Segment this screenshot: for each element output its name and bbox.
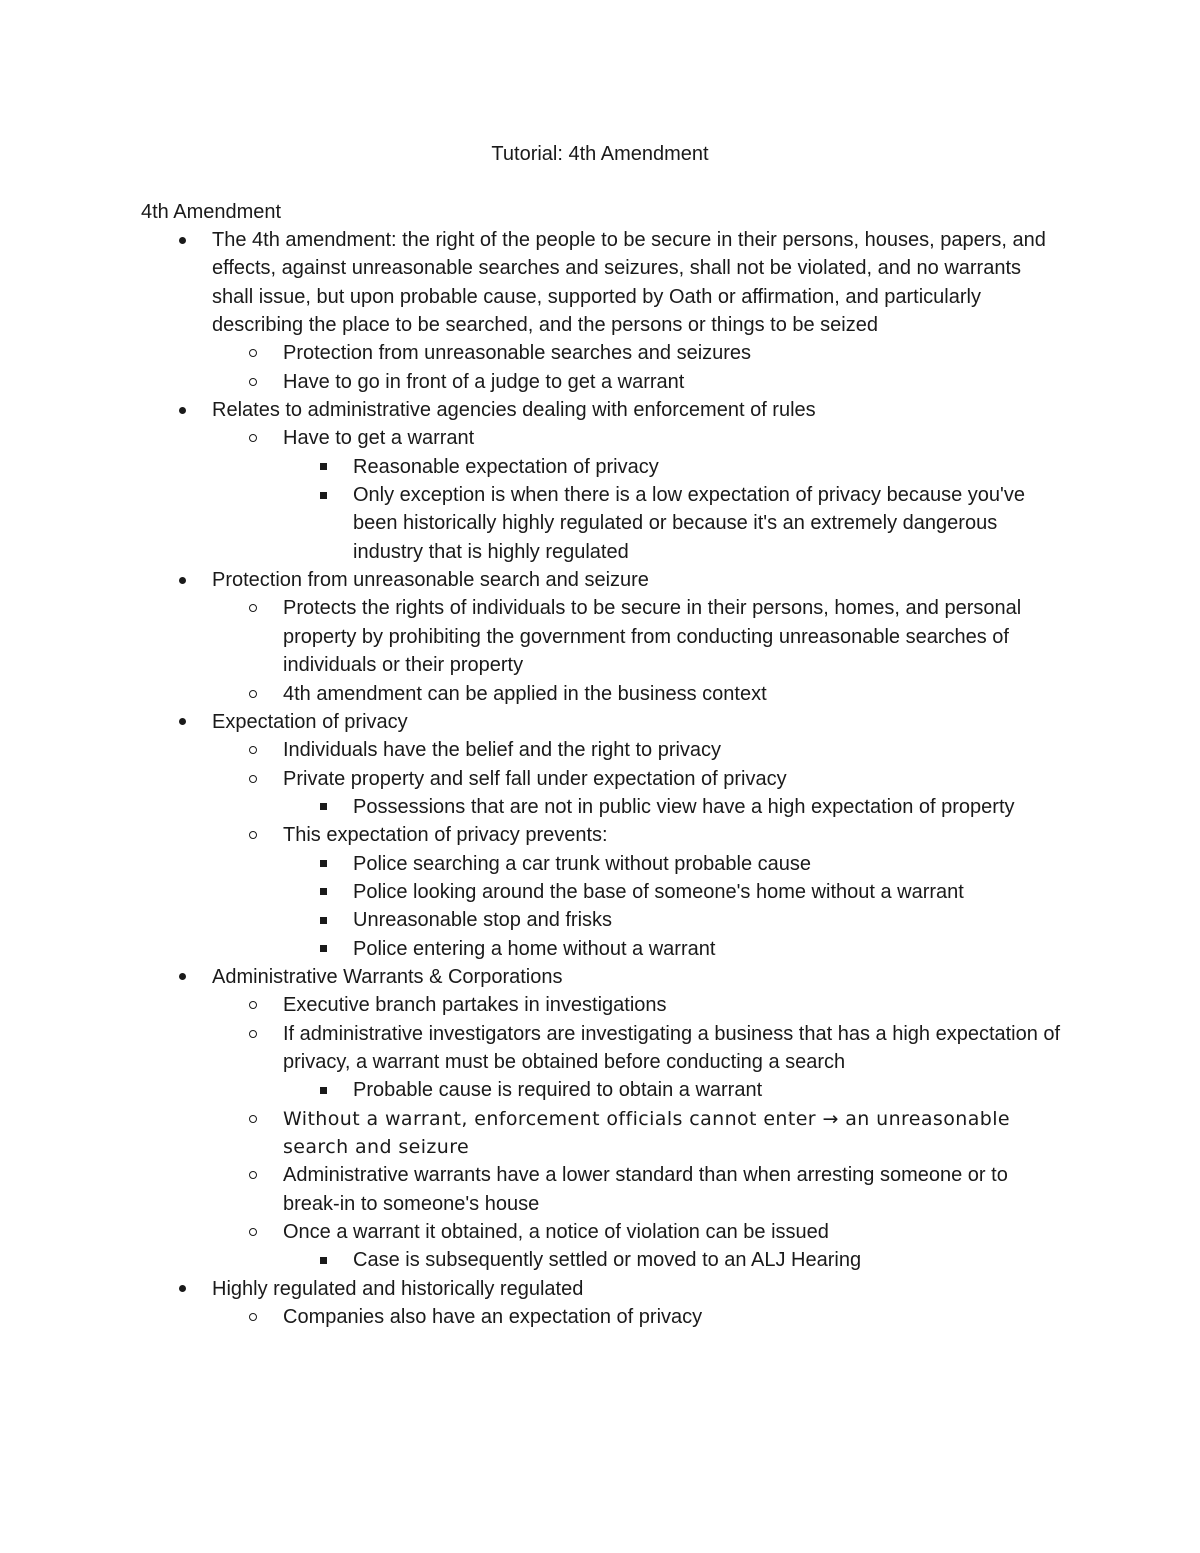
bullet-square-icon [313,793,333,821]
list-item-text: If administrative investigators are investigating a business that has a high expectation of privacy, a warrant must be obtained before conducting a search [283,1022,1061,1073]
bullet-dot-icon [172,396,192,424]
list-item [353,453,1053,481]
list-item-text: Police searching a car trunk without probable cause [353,852,812,875]
bullet-dot-icon [172,963,192,991]
list-item-text: Private property and self fall under expectation of privacy [283,767,787,790]
list-item [283,1105,1063,1162]
list-item-text: Relates to administrative agencies dealing with enforcement of rules [212,399,816,422]
bullet-circle-icon [243,1020,263,1048]
list-item [283,424,1063,452]
list-item-text: Executive branch partakes in investigations [283,994,667,1017]
list-item [212,1275,1062,1303]
bullet-circle-icon [243,594,263,622]
list-item [283,1161,1063,1218]
list-item-text: Administrative warrants have a lower standard than when arresting someone or to break-in to someone's house [283,1164,1008,1215]
list-item [353,1076,1053,1104]
bullet-square-icon [313,935,333,963]
list-item-text: Probable cause is required to obtain a warrant [353,1079,763,1102]
bullet-square-icon [313,453,333,481]
list-item-text: Case is subsequently settled or moved to an ALJ Hearing [353,1249,862,1272]
section-heading: 4th Amendment [141,201,282,223]
bullet-circle-icon [243,821,263,849]
list-item [353,793,1053,821]
list-item-text: Companies also have an expectation of privacy [283,1306,703,1329]
list-item [283,680,1063,708]
list-item [353,878,1053,906]
list-item-text: Protection from unreasonable searches and seizures [283,342,752,365]
list-item-text: Have to go in front of a judge to get a warrant [283,370,685,393]
list-item [283,765,1063,793]
bullet-circle-icon [243,680,263,708]
list-item-text: Police looking around the base of someone's home without a warrant [353,880,964,903]
bullet-square-icon [313,481,333,509]
list-item-text: Unreasonable stop and frisks [353,909,613,932]
list-item [212,566,1062,594]
list-item-text: Once a warrant it obtained, a notice of violation can be issued [283,1221,829,1244]
bullet-square-icon [313,850,333,878]
bullet-circle-icon [243,1161,263,1189]
bullet-dot-icon [172,708,192,736]
list-item-text: Highly regulated and historically regulated [212,1277,584,1300]
bullet-circle-icon [243,424,263,452]
list-item [283,339,1063,367]
list-item-text: Police entering a home without a warrant [353,937,716,960]
list-item-text: Have to get a warrant [283,427,475,450]
list-item [212,708,1062,736]
list-item [283,736,1063,764]
list-item-text: 4th amendment can be applied in the business context [283,682,767,705]
bullet-square-icon [313,1246,333,1274]
bullet-circle-icon [243,991,263,1019]
list-item [212,226,1062,339]
list-item-text: Without a warrant, enforcement officials cannot enter → an unreasonable search and seizure [283,1107,1010,1158]
bullet-circle-icon [243,1218,263,1246]
bullet-dot-icon [172,226,192,254]
list-item-text: Expectation of privacy [212,710,408,733]
list-item [283,594,1063,679]
list-item [353,850,1053,878]
bullet-dot-icon [172,566,192,594]
bullet-circle-icon [243,765,263,793]
list-item-text: The 4th amendment: the right of the people to be secure in their persons, houses, papers, and effects, against unreasonable searches and seizures, shall not be violated, and no warrants shall issue, but upon probable cause, supported by Oath or affirmation, and particularly describing the place to be searched, and the persons or things to be seized [212,229,1046,337]
list-item [353,935,1053,963]
bullet-outline [0,226,1200,1331]
list-item-text: Individuals have the belief and the right to privacy [283,739,722,762]
list-item-text: Protects the rights of individuals to be secure in their persons, homes, and personal property by prohibiting the government from conducting unreasonable searches of individuals or their property [283,597,1022,677]
bullet-circle-icon [243,368,263,396]
bullet-square-icon [313,906,333,934]
list-item-text: Protection from unreasonable search and seizure [212,569,649,592]
document-title: Tutorial: 4th Amendment [491,143,709,165]
bullet-circle-icon [243,1303,263,1331]
bullet-circle-icon [243,1105,263,1133]
list-item-text: Reasonable expectation of privacy [353,455,659,478]
list-item [283,821,1063,849]
list-item [283,1020,1063,1077]
list-item [353,1246,1053,1274]
list-item [283,1303,1063,1331]
list-item [283,991,1063,1019]
list-item [283,1218,1063,1246]
list-item-text: Administrative Warrants & Corporations [212,965,563,988]
bullet-square-icon [313,1076,333,1104]
list-item [353,481,1053,566]
bullet-dot-icon [172,1275,192,1303]
bullet-square-icon [313,878,333,906]
list-item [212,396,1062,424]
list-item-text: This expectation of privacy prevents: [283,824,608,847]
bullet-circle-icon [243,339,263,367]
list-item [283,368,1063,396]
bullet-circle-icon [243,736,263,764]
list-item [212,963,1062,991]
list-item-text: Possessions that are not in public view have a high expectation of property [353,795,1015,818]
list-item-text: Only exception is when there is a low expectation of privacy because you've been historically highly regulated or because it's an extremely dangerous industry that is highly regulated [353,484,1025,563]
list-item [353,906,1053,934]
